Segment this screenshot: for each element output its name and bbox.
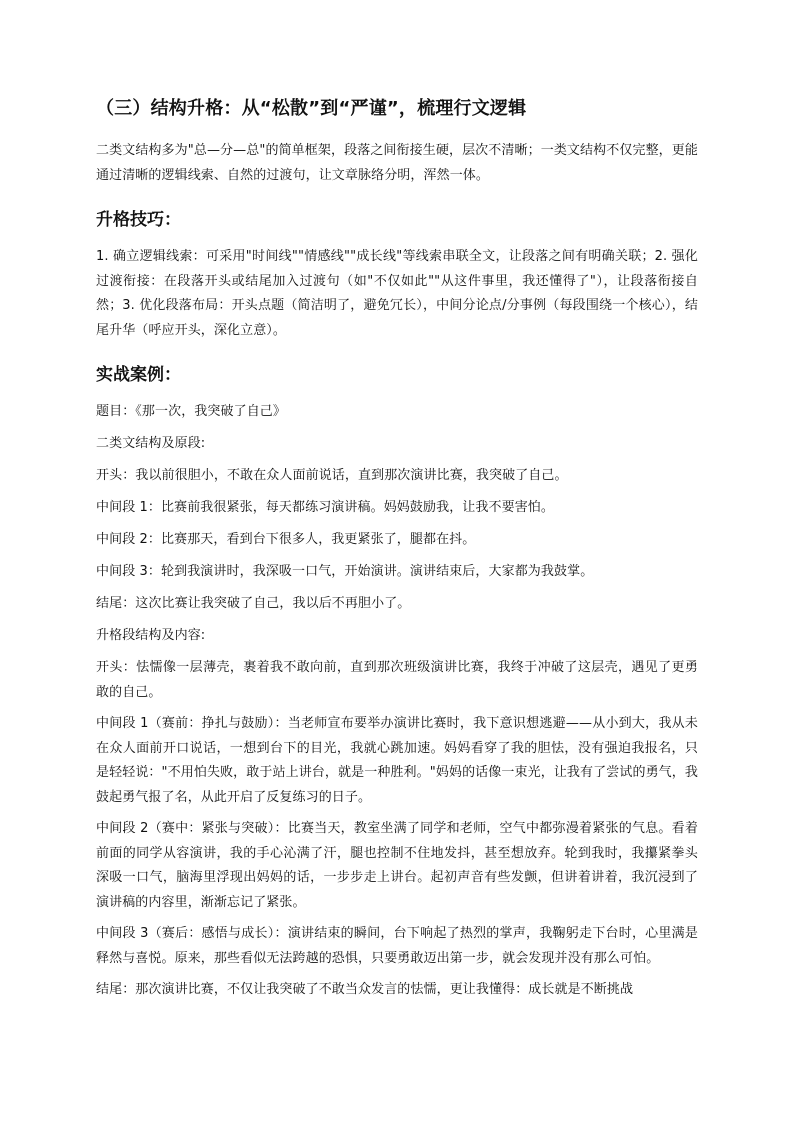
upgraded-paragraph: 中间段 2（赛中：紧张与突破）：比赛当天，教室坐满了同学和老师，空气中都弥漫着紧张的气息。看着前面的同学从容演讲，我的手心沁满了汗，腿也控制不住地发抖，甚至想放弃。轮到我时，我攥紧拳头深吸一口气，脑海里浮现出妈妈的话，一步步走上讲台。起初声音有些发颤，但讲着讲着，我沉浸到了演讲稿的内容里，渐渐忘记了紧张。 [96, 821, 698, 910]
original-paragraph: 结尾：这次比赛让我突破了自己，我以后不再胆小了。 [96, 596, 411, 611]
upgraded-paragraph: 结尾：那次演讲比赛，不仅让我突破了不敢当众发言的怯懦，更让我懂得：成长就是不断挑战 [96, 982, 634, 997]
upgraded-label: 升格段结构及内容: [96, 628, 206, 643]
original-paragraph: 中间段 1：比赛前我很紧张，每天都练习演讲稿。妈妈鼓励我，让我不要害怕。 [96, 500, 555, 515]
original-paragraph: 中间段 3：轮到我演讲时，我深吸一口气，开始演讲。演讲结束后，大家都为我鼓掌。 [96, 564, 594, 579]
document-content [96, 96, 698, 1010]
original-paragraph: 中间段 2：比赛那天，看到台下很多人，我更紧张了，腿都在抖。 [96, 532, 476, 547]
tips-heading: 升格技巧： [96, 210, 181, 230]
upgraded-paragraph: 中间段 3（赛后：感悟与成长）：演讲结束的瞬间，台下响起了热烈的掌声，我鞠躬走下台时，心里满是释然与喜悦。原来，那些看似无法跨越的恐惧，只要勇敢迈出第一步，就会发现并没有那么可怕。 [96, 926, 698, 966]
tips-text: 1. 确立逻辑线索：可采用"时间线""情感线""成长线"等线索串联全文，让段落之间有明确关联；2. 强化过渡衔接：在段落开头或结尾加入过渡句（如"不仅如此""从这件事里，我还懂得了"），让段落衔接自然；3. 优化段落布局：开头点题（简洁明了，避免冗长），中间分论点/分事例（每段围绕一个核心），结尾升华（呼应开头，深化立意）。 [96, 249, 698, 338]
section-intro: 二类文结构多为"总—分—总"的简单框架，段落之间衔接生硬，层次不清晰；一类文结构不仅完整，更能通过清晰的逻辑线索、自然的过渡句，让文章脉络分明，浑然一体。 [96, 143, 698, 183]
section-title: （三）结构升格：从“松散”到“严谨”，梳理行文逻辑 [96, 98, 527, 119]
original-label: 二类文结构及原段: [96, 436, 206, 451]
original-paragraph: 开头：我以前很胆小，不敢在众人面前说话，直到那次演讲比赛，我突破了自己。 [96, 468, 568, 483]
case-heading: 实战案例： [96, 365, 181, 385]
case-topic: 题目：《那一次，我突破了自己》 [96, 404, 287, 419]
upgraded-paragraph: 开头：怯懦像一层薄壳，裹着我不敢向前，直到那次班级演讲比赛，我终于冲破了这层壳，遇见了更勇敢的自己。 [96, 660, 698, 700]
upgraded-paragraph: 中间段 1（赛前：挣扎与鼓励）：当老师宣布要举办演讲比赛时，我下意识想逃避——从小到大，我从未在众人面前开口说话，一想到台下的目光，我就心跳加速。妈妈看穿了我的胆怯，没有强迫我报名，只是轻轻说："不用怕失败，敢于站上讲台，就是一种胜利。"妈妈的话像一束光，让我有了尝试的勇气，我鼓起勇气报了名，从此开启了反复练习的日子。 [96, 716, 698, 805]
